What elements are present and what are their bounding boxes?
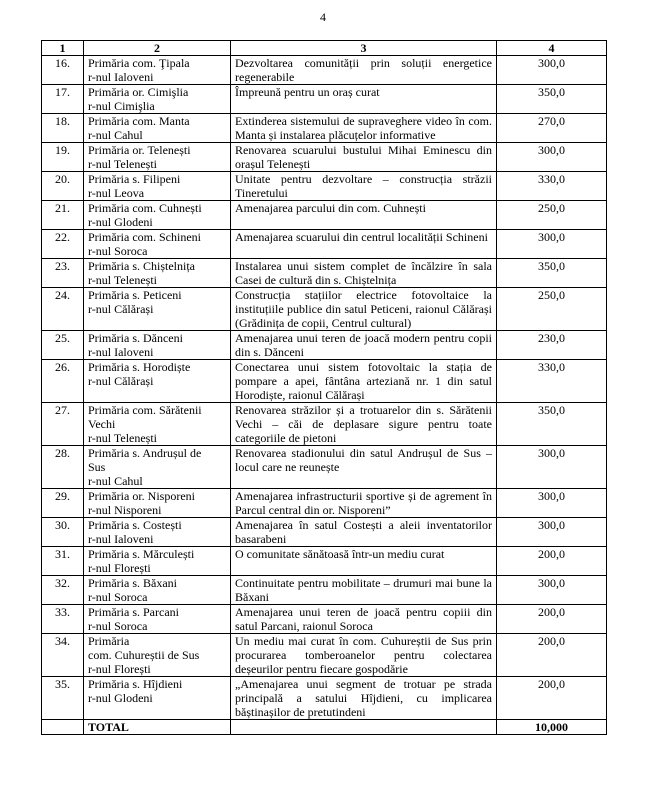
project-cell: Construcția stațiilor electrice fotovoltaice la instituțiile publice din satul Peticeni, raionul Călărași (Grădinița de copii, Centrul cultural) [231,288,497,331]
beneficiary-line: r-nul Glodeni [88,215,153,229]
beneficiary-line: Primăria s. Chiștelnița [88,259,195,273]
table-row [42,634,607,677]
table-row [42,288,607,331]
beneficiary-line: r-nul Călărași [88,302,154,316]
table-row [42,547,607,576]
amount-cell: 270,0 [497,114,607,143]
amount-cell: 330,0 [497,360,607,403]
table-row [42,677,607,720]
table-row [42,259,607,288]
header-cell-4: 4 [497,41,607,56]
row-number: 34. [42,634,84,677]
row-number: 30. [42,518,84,547]
row-number: 24. [42,288,84,331]
amount-cell: 300,0 [497,446,607,489]
table-row [42,489,607,518]
table-body [42,56,607,720]
amount-cell: 300,0 [497,518,607,547]
project-cell: Amenajarea infrastructurii sportive și de agrement în Parcul central din or. Nisporeni” [231,489,497,518]
beneficiary-cell [84,230,231,259]
beneficiary-line: Vechi [88,417,116,431]
beneficiary-line: Primăria or. Telenești [88,143,191,157]
project-cell: Continuitate pentru mobilitate – drumuri mai bune la Băxani [231,576,497,605]
header-row [42,41,607,56]
beneficiary-line: r-nul Cahul [88,474,143,488]
page-number: 4 [320,10,326,24]
project-cell: Instalarea unui sistem complet de încălzire în sala Casei de cultură din s. Chiștelnița [231,259,497,288]
total-label: TOTAL [84,720,231,735]
beneficiary-line: Primăria s. Filipeni [88,172,181,186]
beneficiary-line: Primăria [88,634,130,648]
amount-cell: 250,0 [497,288,607,331]
beneficiary-line: r-nul Nisporeni [88,503,162,517]
beneficiary-cell [84,201,231,230]
table-row [42,403,607,446]
amount-cell: 300,0 [497,143,607,172]
beneficiary-cell [84,547,231,576]
row-number: 16. [42,56,84,85]
amount-cell: 200,0 [497,677,607,720]
amount-cell: 350,0 [497,403,607,446]
beneficiary-line: Primăria com. Schineni [88,230,201,244]
beneficiary-line: r-nul Ialoveni [88,345,154,359]
header-cell-3: 3 [231,41,497,56]
header-cell-2: 2 [84,41,231,56]
beneficiary-line: Primăria or. Nisporeni [88,489,195,503]
total-amount: 10,000 [497,720,607,735]
row-number: 17. [42,85,84,114]
beneficiary-line: Sus [88,460,106,474]
beneficiary-line: Primăria s. Horodiște [88,360,191,374]
row-number: 31. [42,547,84,576]
row-number: 21. [42,201,84,230]
row-number: 29. [42,489,84,518]
beneficiary-line: r-nul Leova [88,186,145,200]
beneficiary-line: r-nul Florești [88,662,151,676]
beneficiary-line: Primăria com. Manta [88,114,190,128]
total-empty-cell [231,720,497,735]
beneficiary-cell [84,576,231,605]
table-row [42,446,607,489]
project-cell: Renovarea scuarului bustului Mihai Eminescu din orașul Telenești [231,143,497,172]
beneficiary-cell [84,172,231,201]
table-row [42,518,607,547]
beneficiary-cell [84,114,231,143]
table-row [42,143,607,172]
beneficiary-line: Primăria com. Cuhnești [88,201,202,215]
beneficiary-cell [84,518,231,547]
row-number: 20. [42,172,84,201]
beneficiary-line: r-nul Soroca [88,619,148,633]
beneficiary-line: Primăria s. Băxani [88,576,177,590]
project-cell: Amenajarea în satul Costești a aleii inventatorilor basarabeni [231,518,497,547]
beneficiary-line: r-nul Cahul [88,128,143,142]
header-cell-1: 1 [42,41,84,56]
table-row [42,172,607,201]
amount-cell: 300,0 [497,230,607,259]
beneficiary-line: Primăria s. Dănceni [88,331,183,345]
project-cell: Renovarea stadionului din satul Andrușul de Sus – locul care ne reunește [231,446,497,489]
amount-cell: 330,0 [497,172,607,201]
beneficiary-line: Primăria s. Costești [88,518,182,532]
project-cell: Amenajarea unui teren de joacă modern pentru copii din s. Dănceni [231,331,497,360]
beneficiary-line: r-nul Telenești [88,431,158,445]
table-row [42,85,607,114]
amount-cell: 200,0 [497,634,607,677]
amount-cell: 350,0 [497,259,607,288]
beneficiary-line: Primăria com. Ţipala [88,56,190,70]
project-cell: Unitate pentru dezvoltare – construcția străzii Tineretului [231,172,497,201]
amount-cell: 230,0 [497,331,607,360]
beneficiary-line: r-nul Telenești [88,157,158,171]
beneficiary-line: Primăria s. Mărculești [88,547,195,561]
beneficiary-cell [84,56,231,85]
beneficiary-cell [84,143,231,172]
amount-cell: 200,0 [497,547,607,576]
beneficiary-cell [84,634,231,677]
table-row [42,56,607,85]
beneficiary-line: r-nul Glodeni [88,691,153,705]
row-number: 18. [42,114,84,143]
beneficiary-line: Primăria s. Andrușul de [88,446,202,460]
table-row [42,605,607,634]
row-number: 27. [42,403,84,446]
row-number: 22. [42,230,84,259]
beneficiary-line: r-nul Cimişlia [88,99,155,113]
table-row [42,230,607,259]
row-number: 26. [42,360,84,403]
amount-cell: 300,0 [497,489,607,518]
amount-cell: 300,0 [497,56,607,85]
project-cell: O comunitate sănătoasă într-un mediu curat [231,547,497,576]
beneficiary-cell [84,85,231,114]
table-row [42,360,607,403]
row-number: 33. [42,605,84,634]
amount-cell: 350,0 [497,85,607,114]
grants-table [41,40,607,735]
beneficiary-line: Primăria s. Hîjdieni [88,677,183,691]
beneficiary-line: r-nul Călărași [88,374,154,388]
project-cell: „Amenajarea unui segment de trotuar pe strada principală a satului Hîjdieni, cu implicarea băștinașilor de pretutindeni [231,677,497,720]
project-cell: Conectarea unui sistem fotovoltaic la stația de pompare a apei, fântâna arteziană nr. 1 din satul Horodiște, raionul Călărași [231,360,497,403]
amount-cell: 200,0 [497,605,607,634]
project-cell: Împreună pentru un oraș curat [231,85,497,114]
project-cell: Dezvoltarea comunității prin soluții energetice regenerabile [231,56,497,85]
table-row [42,331,607,360]
beneficiary-line: r-nul Telenești [88,273,158,287]
beneficiary-cell [84,331,231,360]
project-cell: Un mediu mai curat în com. Cuhureștii de Sus prin procurarea tomberoanelor pentru colectarea deșeurilor pentru fiecare gospodărie [231,634,497,677]
amount-cell: 250,0 [497,201,607,230]
beneficiary-cell [84,360,231,403]
row-number: 23. [42,259,84,288]
beneficiary-line: r-nul Soroca [88,244,148,258]
project-cell: Amenajarea scuarului din centrul localității Schineni [231,230,497,259]
beneficiary-cell [84,489,231,518]
project-cell: Extinderea sistemului de supraveghere video în com. Manta și instalarea plăcuțelor informative [231,114,497,143]
total-row [42,720,607,735]
project-cell: Renovarea străzilor și a trotuarelor din s. Sărătenii Vechi – căi de deplasare sigure pentru toate categoriile de pietoni [231,403,497,446]
beneficiary-cell [84,677,231,720]
beneficiary-line: r-nul Florești [88,561,151,575]
table-row [42,576,607,605]
row-number: 28. [42,446,84,489]
beneficiary-line: r-nul Soroca [88,590,148,604]
project-cell: Amenajarea parcului din com. Cuhnești [231,201,497,230]
beneficiary-line: Primăria s. Parcani [88,605,179,619]
beneficiary-line: r-nul Ialoveni [88,532,154,546]
beneficiary-cell [84,288,231,331]
row-number: 32. [42,576,84,605]
row-number: 19. [42,143,84,172]
beneficiary-line: Primăria s. Peticeni [88,288,182,302]
table-row [42,201,607,230]
project-cell: Amenajarea unui teren de joacă pentru copiii din satul Parcani, raionul Soroca [231,605,497,634]
row-number: 25. [42,331,84,360]
beneficiary-line: Primăria com. Sărătenii [88,403,202,417]
beneficiary-cell [84,446,231,489]
beneficiary-line: com. Cuhureștii de Sus [88,648,200,662]
beneficiary-line: Primăria or. Cimişlia [88,85,189,99]
amount-cell: 300,0 [497,576,607,605]
table-row [42,114,607,143]
beneficiary-cell [84,259,231,288]
beneficiary-cell [84,605,231,634]
total-empty-cell [42,720,84,735]
row-number: 35. [42,677,84,720]
beneficiary-line: r-nul Ialoveni [88,70,154,84]
beneficiary-cell [84,403,231,446]
